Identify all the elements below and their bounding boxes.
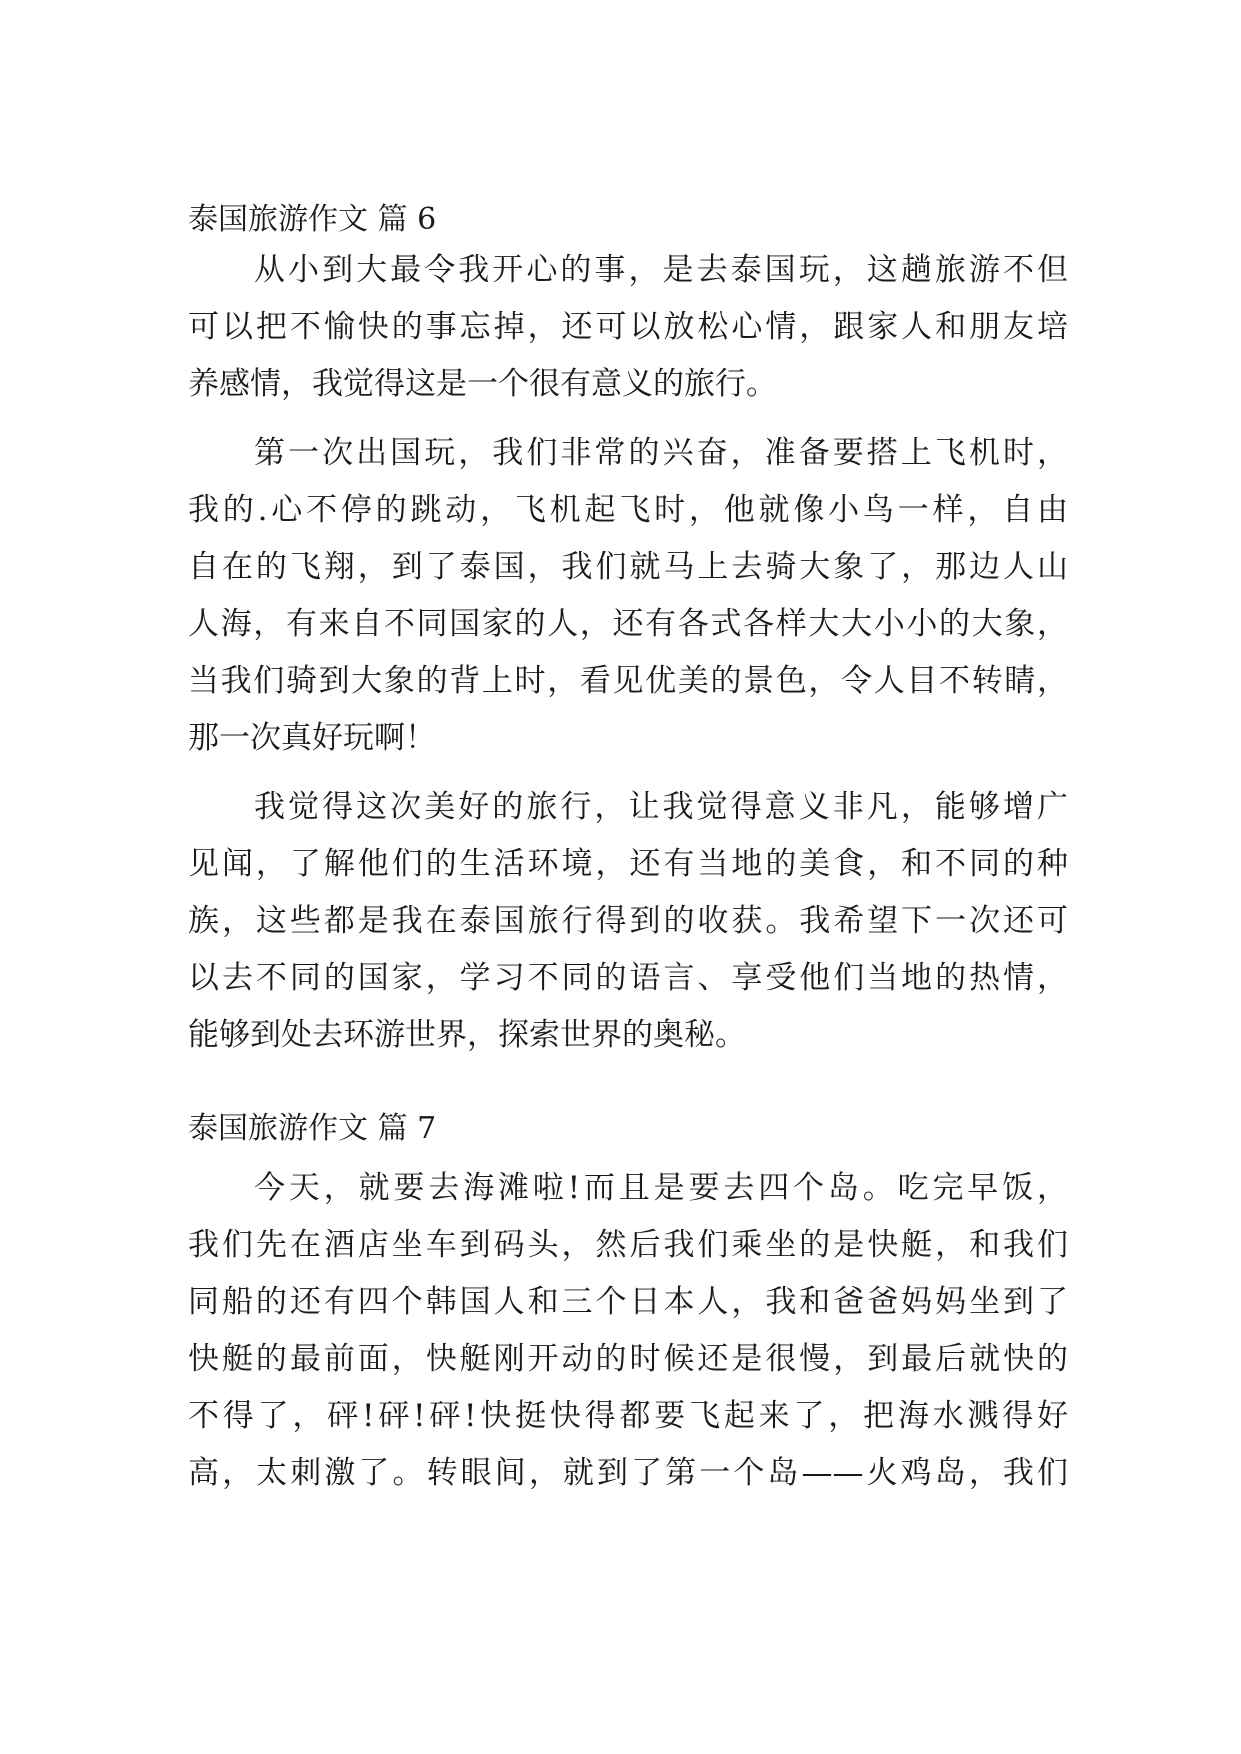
section-6-line-12: 族，这些都是我在泰国旅行得到的收获。我希望下一次还可 bbox=[188, 903, 1068, 939]
section-6-line-10: 我觉得这次美好的旅行，让我觉得意义非凡，能够增广 bbox=[254, 789, 1068, 825]
section-6-line-5: 我的.心不停的跳动，飞机起飞时，他就像小鸟一样，自由 bbox=[188, 492, 1068, 528]
section-6-line-13: 以去不同的国家，学习不同的语言、享受他们当地的热情， bbox=[188, 960, 1068, 996]
section-6-line-7: 人海，有来自不同国家的人，还有各式各样大大小小的大象， bbox=[188, 606, 1068, 642]
section-7-line-1: 今天，就要去海滩啦!而且是要去四个岛。吃完早饭， bbox=[254, 1170, 1068, 1206]
section-6-heading: 泰国旅游作文 篇 6 bbox=[188, 202, 437, 237]
section-7-line-2: 我们先在酒店坐车到码头，然后我们乘坐的是快艇，和我们 bbox=[188, 1227, 1068, 1263]
section-6-line-9: 那一次真好玩啊！ bbox=[188, 720, 436, 756]
section-6-line-6: 自在的飞翔，到了泰国，我们就马上去骑大象了，那边人山 bbox=[188, 549, 1068, 585]
section-7-line-6: 高，太刺激了。转眼间，就到了第一个岛——火鸡岛，我们 bbox=[188, 1455, 1068, 1491]
section-6-line-3: 养感情，我觉得这是一个很有意义的旅行。 bbox=[188, 366, 777, 402]
section-7-heading: 泰国旅游作文 篇 7 bbox=[188, 1111, 437, 1146]
section-6-line-1: 从小到大最令我开心的事，是去泰国玩，这趟旅游不但 bbox=[254, 252, 1068, 288]
section-6-line-8: 当我们骑到大象的背上时，看见优美的景色，令人目不转睛， bbox=[188, 663, 1068, 699]
section-7-line-4: 快艇的最前面，快艇刚开动的时候还是很慢，到最后就快的 bbox=[188, 1341, 1068, 1377]
section-6-line-2: 可以把不愉快的事忘掉，还可以放松心情，跟家人和朋友培 bbox=[188, 309, 1068, 345]
section-6-line-14: 能够到处去环游世界，探索世界的奥秘。 bbox=[188, 1017, 746, 1053]
section-7-line-3: 同船的还有四个韩国人和三个日本人，我和爸爸妈妈坐到了 bbox=[188, 1284, 1068, 1320]
section-7-line-5: 不得了，砰!砰!砰!快挺快得都要飞起来了，把海水溅得好 bbox=[188, 1398, 1068, 1434]
section-6-line-11: 见闻，了解他们的生活环境，还有当地的美食，和不同的种 bbox=[188, 846, 1068, 882]
section-6-line-4: 第一次出国玩，我们非常的兴奋，准备要搭上飞机时， bbox=[254, 435, 1068, 471]
